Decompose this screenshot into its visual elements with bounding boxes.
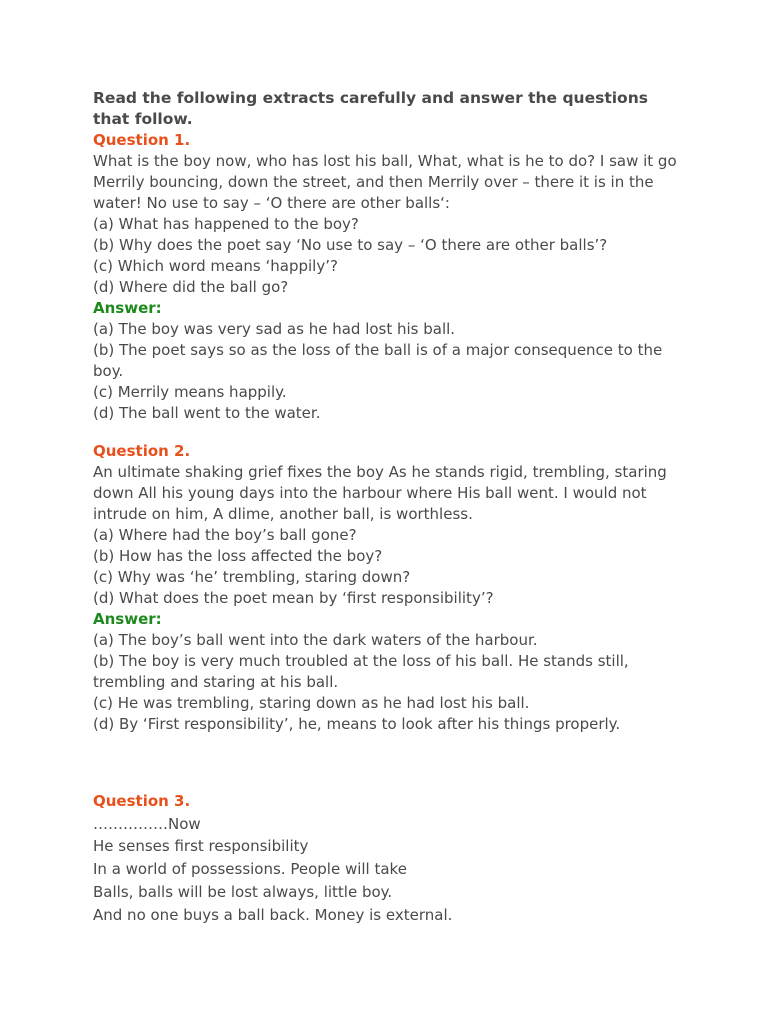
answer-2-item-c: (c) He was trembling, staring down as he had lost his ball. bbox=[93, 694, 530, 712]
question-2-item-b: (b) How has the loss affected the boy? bbox=[93, 547, 383, 565]
spacer bbox=[93, 735, 683, 790]
question-1-item-a: (a) What has happened to the boy? bbox=[93, 215, 359, 233]
question-1-item-b: (b) Why does the poet say ‘No use to say – ‘O there are other balls’? bbox=[93, 236, 608, 254]
answer-1-item-d: (d) The ball went to the water. bbox=[93, 404, 321, 422]
poem-line: He senses first responsibility bbox=[93, 837, 309, 856]
question-2-passage: An ultimate shaking grief fixes the boy As he stands rigid, trembling, staring down All his young days into the harbour where His ball went. I would not intrude on him, A dlime, another ball, is worthless. bbox=[93, 463, 667, 523]
answer-1-item-b: (b) The poet says so as the loss of the ball is of a major consequence to the boy. bbox=[93, 341, 663, 380]
question-2-item-d: (d) What does the poet mean by ‘first responsibility’? bbox=[93, 589, 494, 607]
question-1-item-c: (c) Which word means ‘happily’? bbox=[93, 257, 338, 275]
question-1-heading: Question 1. bbox=[93, 131, 191, 149]
poem-line: Balls, balls will be lost always, little boy. bbox=[93, 882, 393, 901]
answer-1-item-c: (c) Merrily means happily. bbox=[93, 383, 287, 401]
question-3-heading: Question 3. bbox=[93, 792, 191, 810]
question-2-heading: Question 2. bbox=[93, 442, 191, 460]
question-2-section bbox=[93, 441, 683, 735]
question-2-item-c: (c) Why was ‘he’ trembling, staring down? bbox=[93, 568, 411, 586]
instructions-heading: Read the following extracts carefully and answer the questions that follow. bbox=[93, 89, 648, 128]
answer-2-item-b: (b) The boy is very much troubled at the loss of his ball. He stands still, trembling and staring at his ball. bbox=[93, 652, 629, 691]
poem-line: And no one buys a ball back. Money is external. bbox=[93, 905, 453, 924]
poem-line: In a world of possessions. People will take bbox=[93, 860, 407, 879]
document-page bbox=[93, 88, 683, 926]
answer-1-heading: Answer: bbox=[93, 299, 162, 317]
question-1-section bbox=[93, 130, 683, 424]
spacer bbox=[93, 424, 683, 441]
answer-2-heading: Answer: bbox=[93, 610, 162, 628]
question-2-item-a: (a) Where had the boy’s ball gone? bbox=[93, 526, 357, 544]
poem-line: ……………Now bbox=[93, 814, 201, 833]
question-1-item-d: (d) Where did the ball go? bbox=[93, 278, 289, 296]
answer-1-item-a: (a) The boy was very sad as he had lost his ball. bbox=[93, 320, 456, 338]
question-1-passage: What is the boy now, who has lost his ball, What, what is he to do? I saw it go Merrily bouncing, down the street, and then Merrily over – there it is in the water! No use to say – ‘O there are other balls‘: bbox=[93, 152, 677, 212]
answer-2-item-d: (d) By ‘First responsibility’, he, means to look after his things properly. bbox=[93, 715, 621, 733]
answer-2-item-a: (a) The boy’s ball went into the dark waters of the harbour. bbox=[93, 631, 538, 649]
question-3-section bbox=[93, 790, 683, 926]
